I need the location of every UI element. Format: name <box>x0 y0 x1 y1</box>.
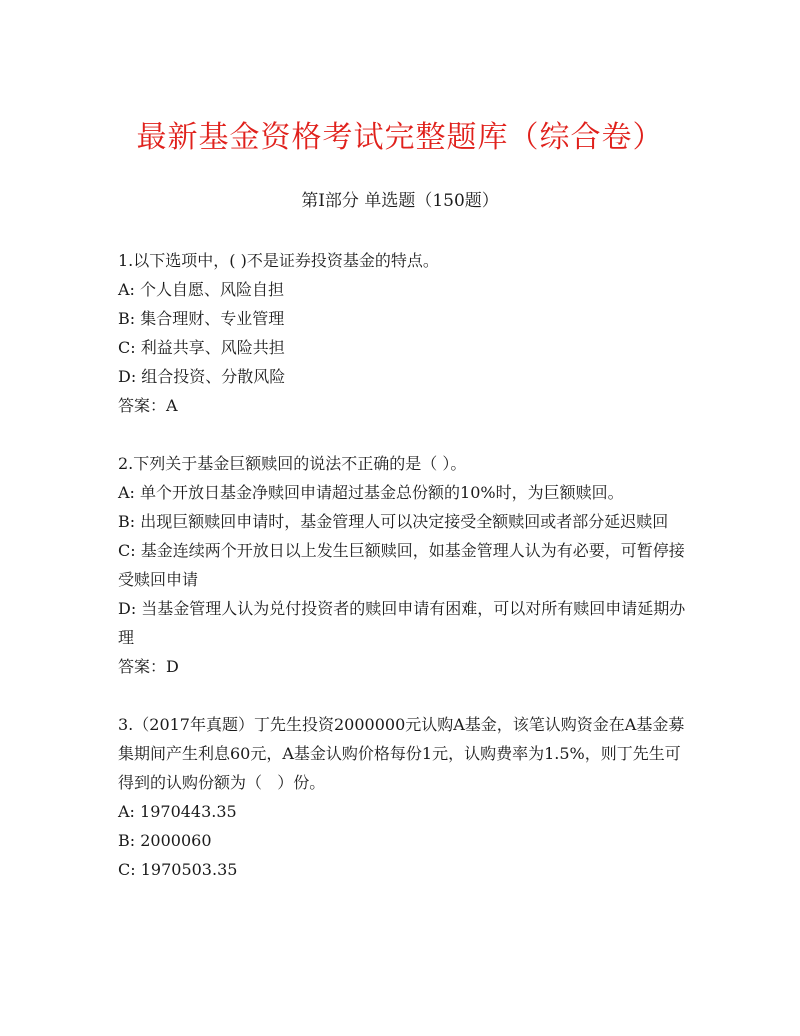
option-b: B: 出现巨额赎回申请时，基金管理人可以决定接受全额赎回或者部分延迟赎回 <box>118 512 669 531</box>
question-stem: 1.以下选项中，( )不是证券投资基金的特点。 <box>118 251 439 270</box>
question-list <box>118 246 688 913</box>
option-a: A: 1970443.35 <box>118 802 237 821</box>
answer: 答案：A <box>118 396 178 415</box>
option-d: D: 当基金管理人认为兑付投资者的赎回申请有困难，可以对所有赎回申请延期办理 <box>118 599 686 647</box>
option-c: C: 1970503.35 <box>118 860 238 879</box>
option-c: C: 基金连续两个开放日以上发生巨额赎回，如基金管理人认为有必要，可暂停接受赎回申请 <box>118 541 685 589</box>
question-2 <box>118 449 688 681</box>
option-a: A: 单个开放日基金净赎回申请超过基金总份额的10%时，为巨额赎回。 <box>118 483 624 502</box>
answer: 答案：D <box>118 657 179 676</box>
question-stem: 3.（2017年真题）丁先生投资2000000元认购A基金，该笔认购资金在A基金募集期间产生利息60元，A基金认购价格每份1元，认购费率为1.5%，则丁先生可得到的认购份额为（ ）份。 <box>118 715 685 792</box>
option-d: D: 组合投资、分散风险 <box>118 367 286 386</box>
question-stem: 2.下列关于基金巨额赎回的说法不正确的是（ ）。 <box>118 454 467 473</box>
page-title: 最新基金资格考试完整题库（综合卷） <box>136 120 664 155</box>
option-b: B: 2000060 <box>118 831 212 850</box>
option-b: B: 集合理财、专业管理 <box>118 309 285 328</box>
option-c: C: 利益共享、风险共担 <box>118 338 285 357</box>
question-3 <box>118 710 688 884</box>
section-title: 第Ⅰ部分 单选题（150题） <box>301 191 499 211</box>
option-a: A: 个人自愿、风险自担 <box>118 280 285 299</box>
question-1 <box>118 246 688 420</box>
